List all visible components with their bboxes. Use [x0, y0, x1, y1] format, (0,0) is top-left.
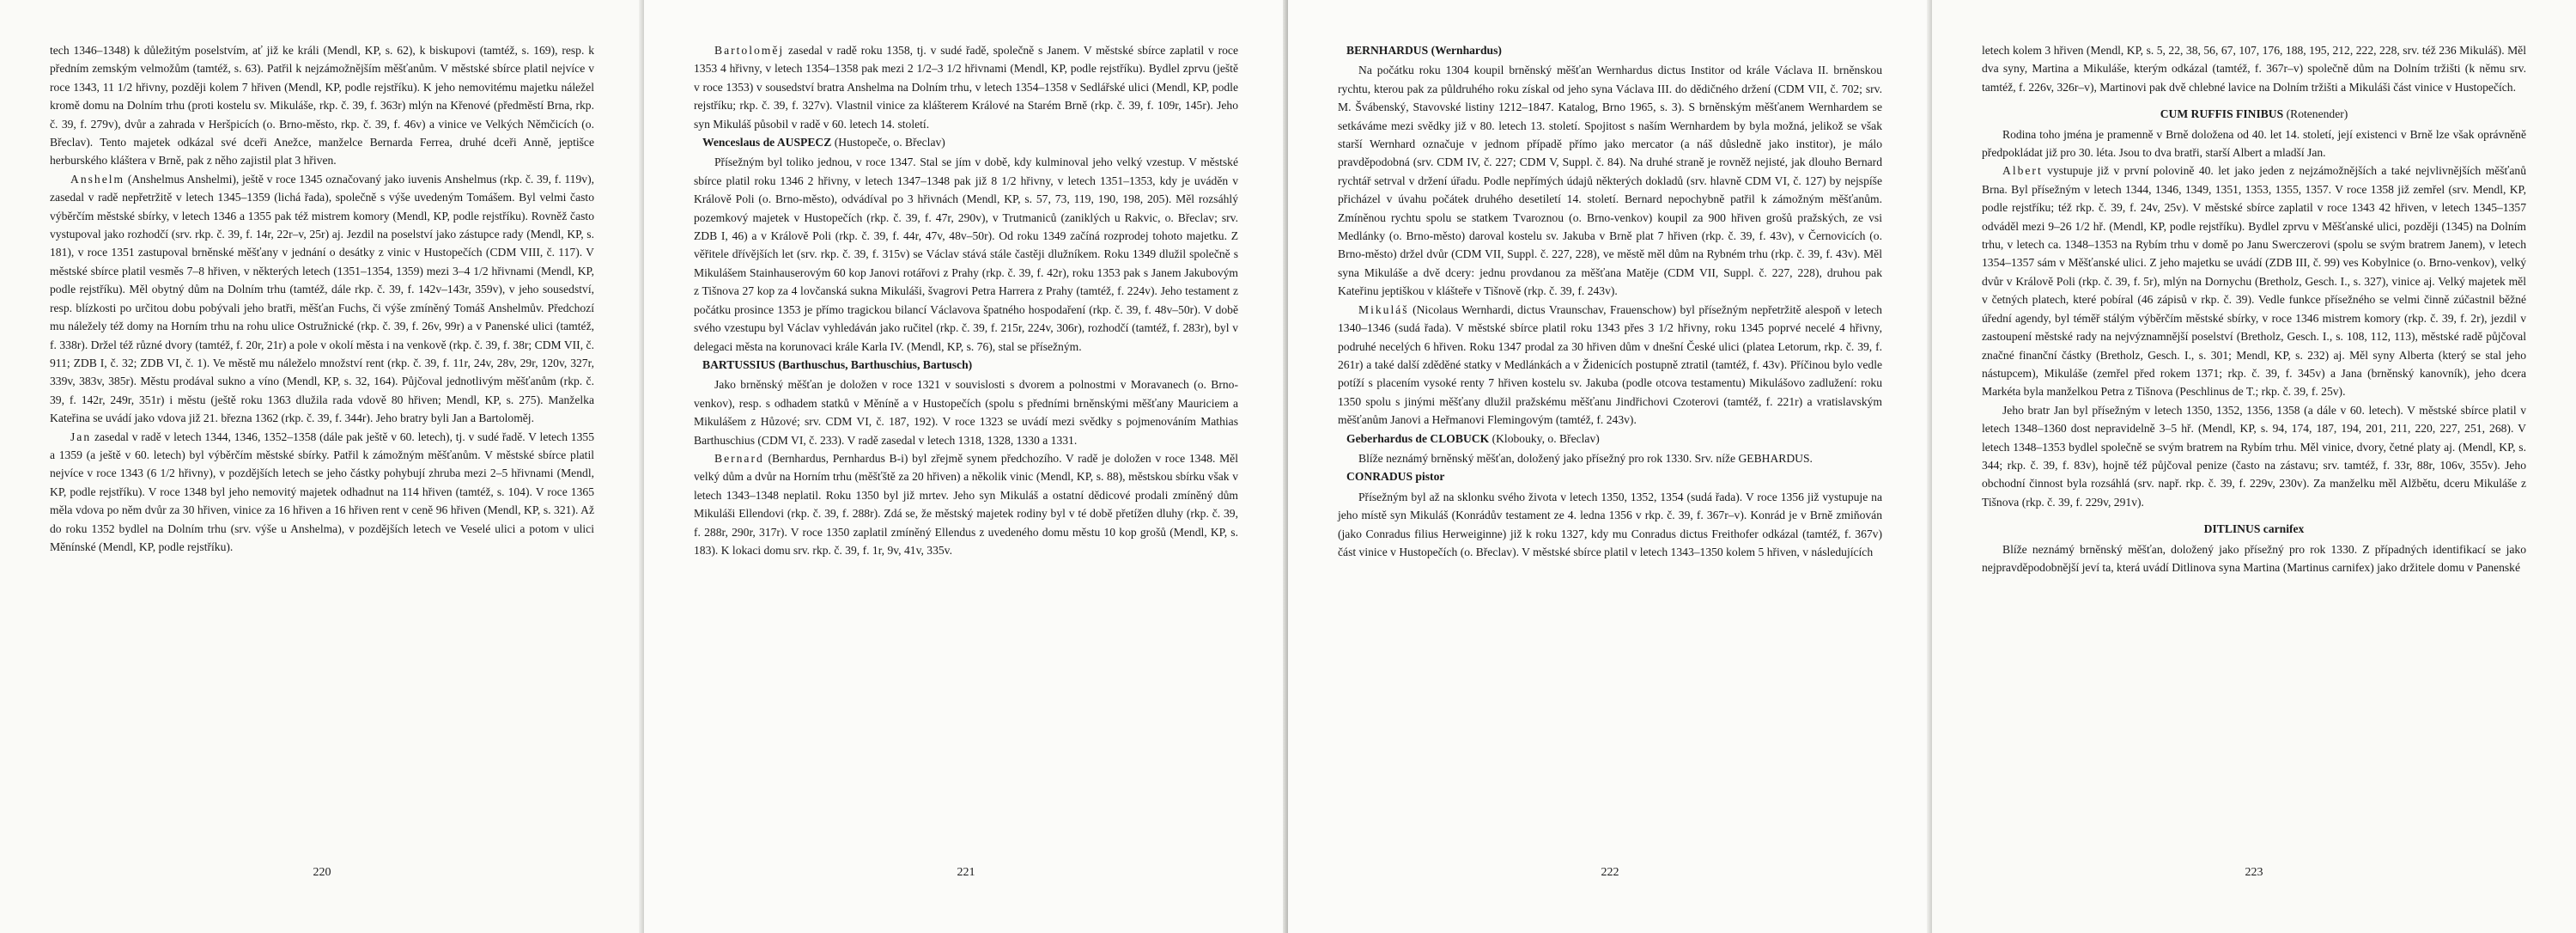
entry-heading-bernhardus: [1338, 41, 1882, 59]
entry-ditlinus: Blíže neznámý brněnský měšťan, doložený jako přísežný pro rok 1330. Z případných identifikací se jako nejpravděpodobnější jeví ta, která uvádí Ditlinova syna Martina (Martinus carnifex) jako držitele domu v Panenské: [1982, 542, 2526, 574]
heading-main: Wenceslaus de AUSPECZ: [702, 136, 832, 149]
entry-text: zasedal v radě roku 1358, tj. v sudé řadě, společně s Janem. V městské sbírce zaplatil v roce 1353 4 hřivny, v letech 1354–1358 pak mezi 2 1/2–3 1/2 hřivnami (Mendl, KP, podle rejstříku). Bydlel zprvu (ještě v roce 1353) v sousedství bratra Anshelma na Dolním trhu, v letech 1354–1358 v Sedlářské ulici (Mendl, KP, podle rejstříku; rkp. č. 39, f. 327v). Vlastnil vinice za klášterem Králové na Starém Brně (rkp. č. 39, f. 109r, 145r). Jeho syn Mikuláš působil v radě v 60. letech 14. století.: [694, 44, 1238, 131]
page-221-text: [694, 41, 1238, 559]
heading-sub: (Barthuschus, Barthuschius, Bartusch): [778, 357, 973, 371]
entry-name: Jan: [70, 430, 92, 443]
page-number: 222: [1601, 866, 1619, 879]
entry-bernard: [694, 449, 1238, 559]
entry-heading-auspecz: [694, 133, 1238, 151]
entry-name: Bernard: [714, 451, 764, 465]
entry-heading-conradus: CONRADUS pistor: [1346, 470, 1445, 484]
entry-bartolomej: [694, 41, 1238, 133]
entry-rotenender: Rodina toho jména je pramenně v Brně doložena od 40. let 14. století, její existenci v Brně lze však oprávněně předpokládat již pro 30. léta. Jsou to dva bratři, starší Albert a mladší Jan.: [1982, 127, 2526, 160]
page-220-text: [50, 41, 594, 556]
entry-name: Mikuláš: [1358, 302, 1409, 316]
entry-text: (Bernhardus, Pernhardus B-i) byl zřejmě synem předchozího. V radě je doložen v roce 1348. Měl velký dům a dvůr na Horním trhu (měšťště za 20 hřiven) a několik vinic (Mendl, KP, s. 88), městskou sbírku však v letech 1343–1348 neplatil. Roku 1350 byl již mrtev. Jeho syn Mikuláš a ostatní dědicové prodali zmíněný dům Mikuláši Ellendovi (rkp. č. 39, f. 288r). Zdá se, že městský majetek rodiny byl v té době přetížen dluhy (rkp. č. 39, f. 288r, 290r, 317r). V roce 1350 zaplatil zmíněný Ellendus z uvedeného domu městu 10 kop grošů (Mendl, KP, s. 183). K lokaci domu srv. rkp. č. 39, f. 1r, 9v, 41v, 335v.: [694, 451, 1238, 557]
entry-jan-rotenender: Jeho bratr Jan byl přísežným v letech 1350, 1352, 1356, 1358 (a dále v 60. letech). V městské sbírce platil v letech 1348–1360 dost nepravidelně 3–5 hř. (Mendl, KP, s. 94, 174, 187, 194, 201, 211, 220, 227, 251, 268). V letech 1348–1353 bydlel společně se svým bratrem na Rybím trhu. Měl vinice, dvory, četné platy aj. (Mendl, KP, s. 344; rkp. č. 39, f. 83v), hojně též půjčoval penize (často na zástavu; srv. tamtéž, f. 33r, 88r, 106v, 355v). Jeho obchodní činnost byla rozsáhlá (srv. např. rkp. č. 39, f. 229v, 230v). Za manželku měl Alžbětu, dceru Mikuláše z Tišnova (rkp. č. 39, f. 229v, 291v).: [1982, 403, 2526, 509]
entry-name: Bartoloměj: [714, 44, 785, 57]
entry-clobuck: Blíže neznámý brněnský měšťan, doložený jako přísežný pro rok 1330. Srv. níže GEBHARDUS.: [1358, 451, 1813, 465]
heading-main: CUM RUFFIS FINIBUS: [2160, 107, 2284, 121]
entry-heading-bartussius: [694, 356, 1238, 374]
entry-name: Albert: [2002, 164, 2043, 178]
heading-sub: (Wernhardus): [1431, 44, 1502, 57]
page-222: [1288, 0, 1932, 933]
heading-sub: (Hustopeče, o. Břeclav): [834, 136, 945, 149]
page-222-text: [1338, 41, 1882, 561]
heading-main: BARTUSSIUS: [702, 357, 775, 371]
entry-bartussius: Jako brněnský měšťan je doložen v roce 1321 v souvislosti s dvorem a polnostmi v Moravanech (o. Brno-venkov), resp. s odhadem statků v Měníně a v Hustopečích (spolu s předními brněnskými měšťany Mauriciem a Mikulášem z Hůzové; srv. CDM VI, č. 187, 192). V roce 1323 se uvádí mezi svědky s pojmenováním Mathias Barthuschius (CDM VI, č. 233). V radě zasedal v letech 1318, 1328, 1330 a 1331.: [694, 378, 1238, 447]
page-number: 223: [2245, 866, 2263, 879]
entry-text: (Anshelmus Anshelmi), ještě v roce 1345 označovaný jako iuvenis Anshelmus (rkp. č. 39, f. 119v), zasedal v radě nepřetržitě v letech 1345–1359 (lichá řada), společně s výše uvedeným Tomášem. Byl velmi často výběrčím městské sbírky, v letech 1346 a 1355 pak též mistrem komory (Mendl, KP, podle rejstříku). Rovněž často vystupoval jako rozhodčí (srv. rkp. č. 39, f. 14r, 22r–v, 25r) aj. Jezdil na poselství jako zástupce rady (Mendl, KP, s. 181), v roce 1351 zastupoval brněnské měšťany v jednání o desátky z vinic v Hustopečích (CDM VIII, č. 117). V městské sbírce platil vesměs 7–8 hřiven, v některých letech (1351–1354, 1359) mezi 3–4 1/2 hřivnami (Mendl, KP, podle rejstříku). Měl obytný dům na Dolním trhu (tamtéž, dále rkp. č. 39, f. 142v–143r, 359v), v jeho sousedství, resp. blízkosti po určitou dobu pobývali jeho bratři, měšťan Fuchs, či výše zmíněný Tomáš Anshelmův. Předchozí mu náležely též domy na Horním trhu na rohu ulice Ostružnické (rkp. č. 39, f. 26v, 99r) a v Panenské ulici (tamtéž, f. 338r). Držel též různé dvory (tamtéž, f. 20r, 21r) a pole v okolí města i na venkově (rkp. č. 39, f. 38r; CDM VII, č. 911; ZDB I, č. 32; ZDB VI, č. 1). Ve městě mu náleželo množství rent (rkp. č. 39, f. 11r, 24v, 28v, 29r, 120v, 327r, 339v, 383v, 385r). Městu prodával sukno a víno (Mendl, KP, s. 32, 164). Půjčoval jednotlivým měšťanům (rkp. č. 39, f. 142r, 249r, 351r) i městu (ještě roku 1363 dlužila rada vdově 80 hřiven; Mendl, KP, s. 275). Manželka Kateřina se uvádí jako vdova již 21. března 1362 (rkp. č. 39, f. 344r). Jeho bratry byli Jan a Bartoloměj.: [50, 172, 594, 425]
page-220: [0, 0, 644, 933]
heading-main: Geberhardus de CLOBUCK: [1346, 431, 1490, 445]
entry-albert: [1982, 162, 2526, 400]
entry-text: (Nicolaus Wernhardi, dictus Vraunschav, Frauenschow) byl přísežným nepřetržitě alespoň v letech 1340–1346 (sudá řada). V městské sbírce platil roku 1343 přes 3 1/2 hřivny, roku 1345 poprvé necelé 4 hřivny, podruhé necelých 6 hřiven. Roku 1347 prodal za 30 hřiven dům v dnešní České ulici (platea Letorum, rkp. č. 39, f. 261r) a také další zděděné statky v Medlánkách a v Židenicích postupně ztratil (tamtéž, f. 43v). Příčinou bylo vedle potíží s placením vysoké renty 7 hřiven kostelu sv. Jakuba (podle otcova testamentu) Mikulášovo zadlužení: roku 1350 spolu s jinými měšťany dlužil pražskému měšťanu Jindřichovi Czoterovi (tamtéž, f. 221r) a vratislavským měšťanům Janovi a Heřmanovi Flemingovým (tamtéž, f. 243v).: [1338, 302, 1882, 427]
entry-auspecz: Přísežným byl toliko jednou, v roce 1347. Stal se jím v době, kdy kulminoval jeho velký vzestup. V městské sbírce platil roku 1346 2 hřivny, v letech 1347–1348 pak již 8 1/2 hřivny, v letech 1351–1353, kdy je uváděn v Králově Poli (o. Brno-město), odvádíval po 3 hřivnách (Mendl, KP, s. 57, 73, 119, 190, 198, 205). Měl rozsáhlý pozemkový majetek v Hustopečích (rkp. č. 39, f. 47r, 290v), v Trutmaniců (zaniklých u Rakvic, o. Břeclav; srv. ZDB I, 46) a v Králově Poli (rkp. č. 39, f. 44r, 47v, 48v–50r). Od roku 1349 začíná rozprodej tohoto majetku. Z věřitele dřívějších let (srv. rkp. č. 39, f. 315v) se Václav stává stále častěji dlužníkem. Roku 1349 dlužil společně s Mikulášem Stainhauserovým 60 kop Janovi rotářovi z Prahy (rkp. č. 39, f. 42r), roku 1353 pak s Janem Jakubovým z Tišnova 27 kop za 4 lovčanská sukna Mikuláši, švagrovi Petra Harrera z Prahy (tamtéž, f. 224v). Jeho testament z počátku prosince 1353 je přímo tragickou bilancí Václavova špatného hospodaření (rkp. č. 39, f. 48v–50r). V době svého vzestupu byl Václav vyhledáván jako ručitel (rkp. č. 39, f. 215r, 224v, 306r), rozhodčí (tamtéž, f. 283r), byl v delegaci města na korunovaci krále Karla IV. (Mendl, KP, s. 76), stal se přísežným.: [694, 156, 1238, 353]
entry-bernhardus: Na počátku roku 1304 koupil brněnský měšťan Wernhardus dictus Institor od krále Václava II. brněnskou rychtu, kterou pak za půldruhého roku získal od jeho syna Václava III. do dědičného držení (CDM VII, č. 702; srv. M. Švábenský, Stavovské listiny 1212–1847. Katalog, Brno 1965, s. 3). S brněnským měšťanem Wernhardem se setkáváme mezi svědky již v 80. letech 13. století. Spojitost s naším Wernhardem by byla možná, jelikož se však starší Wernhard označuje v jednom případě přímo jako mercator (a náš důsledně jako institor), je málo pravděpodobná (srv. CDM IV, č. 227; CDM V, Suppl. č. 84). Na druhé straně je rovněž nejisté, jak dlouho Bernard rychtář setrval v držení úřadu. Podle nepřímých údajů některých dokladů (srv. hlavně CDM VI, č. 127) by nejspíše přicházel v úvahu počátek druhého desetiletí 14. století. Bernard nepochybně patřil k zámožným měšťanům. Zmíněnou rychtu spolu se statkem Tvaroznou (o. Brno-venkov) koupil za 900 hřiven grošů pražských, ze vsi Medlánky (o. Brno-město) daroval kostelu sv. Jakuba v Brně plat 7 hřiven (rkp. č. 39, f. 43v), v Černovicích (o. Brno-město) držel dvůr (CDM VII, Suppl. č. 227, 228), ve městě měl dům na Rybném trhu (rkp. č. 39, f. 43v). Měl syna Mikuláše a dvě dcery: jednu provdanou za měšťana Matěje (CDM VII, Suppl. č. 227, 228), druhou pak Kateřinu jeptiškou v klášteře v Tišnově (rkp. č. 39, f. 243v).: [1338, 64, 1882, 298]
page-number: 220: [313, 866, 331, 879]
paragraph: tech 1346–1348) k důležitým poselstvím, ať již ke králi (Mendl, KP, s. 62), k biskupovi (tamtéž, s. 169), resp. k předním zemským velmožům (tamtéž, s. 63). Patřil k nejzámožnějším měšťanům. V městské sbírce platil nejvíce v roce 1343, 11 1/2 hřivny, později kolem 7 hřiven (Mendl, KP, podle rejstříku). K jeho nemovitému majetku náležel kromě domu na Dolním trhu (proti kostelu sv. Mikuláše, rkp. č. 39, f. 363r) mlýn na Křenové (předměstí Brna, rkp. č. 39, f. 279v), dvůr a zahrada v Heršpicích (o. Brno-město, rkp. č. 39, f. 46v) a vinice ve Velkých Němčicích (o. Břeclav). Tento majetek odkázal své dceři Anežce, manželce Bernarda Ferrea, druhé dceři Anně, jeptišce herburského kláštera v Brně, pak z něho zajistil plat 3 hřiven.: [50, 44, 594, 168]
heading-sub: (Klobouky, o. Břeclav): [1492, 431, 1600, 445]
entry-text: zasedal v radě v letech 1344, 1346, 1352–1358 (dále pak ještě v 60. letech), tj. v sudé řadě. V letech 1355 a 1359 (a ještě v 60. letech) byl výběrčím městské sbírky. Patřil k zámožným měšťanům. V městské sbírce platil nejvíce v roce 1343 (6 1/2 hřivny), v pozdějších letech se jeho částky pohybují zhruba mezi 2–5 hřivnami (Mendl, KP, podle rejstříku). V roce 1348 byl jeho nemovitý majetek odhadnut na 114 hřiven (tamtéž, s. 104). V roce 1365 měla vdova po něm dvůr za 30 hřiven, vinice za 16 hřiven a 16 hřiven rent v ceně 96 hřiven (Mendl, KP, s. 321). Až do roku 1352 bydlel na Dolním trhu (srv. výše u Anshelma), v pozdějších letech ve Veselé ulici a potom v ulici Měnínské (Mendl, KP, podle rejstříku).: [50, 430, 594, 553]
entry-heading-ditlinus: DITLINUS carnifex: [2203, 522, 2305, 536]
paragraph: letech kolem 3 hřiven (Mendl, KP, s. 5, 22, 38, 56, 67, 107, 176, 188, 195, 212, 222, 228, srv. též 236 Mikuláš). Měl dva syny, Martina a Mikuláše, kterým odkázal (tamtéž, f. 367r–v) společně dům na Dolním tržišti (k němu srv. tamtéž, f. 226v, 326r–v), Martinovi pak dvě chlebné lavice na Dolním tržišti a Mikuláši část vinice v Hustopečích.: [1982, 44, 2526, 94]
entry-jan: [50, 428, 594, 557]
page-221: [644, 0, 1288, 933]
entry-mikulas: [1338, 301, 1882, 430]
page-number: 221: [957, 866, 975, 879]
entry-text: vystupuje již v první polovině 40. let jako jeden z nejzámožnějších a také nejvlivnějších měšťanů Brna. Byl přísežným v letech 1344, 1346, 1349, 1351, 1353, 1355, 1357. V roce 1358 již zemřel (srv. Mendl, KP, podle rejstříku; též rkp. č. 39, f. 24v, 25v). V městské sbírce zaplatil v roce 1343 42 hřiven, v letech 1345–1357 odváděl mezi 9–26 1/2 hř. (Mendl, KP, podle rejstříku). Bydlel zprvu v Měšťanské ulici, později (1345) na Dolním trhu, v letech ca. 1348–1353 na Rybím trhu v domě po Janu Swerczerovi (spolu se svým bratrem Janem), v letech 1354–1357 sám v Měšťanské ulici. Z jeho majetku se uvádí (ZDB III, č. 99) ves Kobylnice (o. Brno-venkov), velký dvůr v Králově Poli (rkp. č. 39, f. 5r), mlýn na Dornychu (Bretholz, Gesch. I., s. 327), vinice aj. Velký majetek měl v četných platech, které pobíral (46 zápisů v rkp. č. 39). Vedle funkce přísežného se velmi činně zúčastnil běžné úřední agendy, byl téměř stálým výběrčím městské sbírky, v roce 1346 mistrem komory (rkp. č. 39, f. 2r), jezdil v zastoupení městské rady na nejvýznamnější poselství (Bretholz, Gesch. I., s. 108, 112, 113), městské radě půjčoval značné finanční částky (Bretholz, Gesch. I., s. 301; Mendl, KP, s. 232) aj. Měl syny Alberta (který se stal jeho nástupcem), Mikuláše (zemřel před rokem 1371; rkp. č. 39, f. 345v) a Jana (brněnský kanovník), jeho dcera Markéta byla manželkou Petra z Tišnova (Peschlinus de T.; rkp. č. 39, f. 25v).: [1982, 164, 2526, 399]
entry-anshelm: [50, 170, 594, 428]
page-223-text: [1982, 41, 2526, 576]
page-223: [1932, 0, 2576, 933]
heading-main: BERNHARDUS: [1346, 44, 1429, 57]
entry-conradus: Přísežným byl až na sklonku svého života v letech 1350, 1352, 1354 (sudá řada). V roce 1356 již vystupuje na jeho místě syn Mikuláš (Konrádův testament ze 4. ledna 1356 v rkp. č. 39, f. 367r–v). Konrád je v Brně zmiňován (jako Conradus filius Herweiginne) již k roku 1327, kdy mu Conradus dictus Freithofer odkázal (tamtéž, f. 367v) část vinice v Hustopečích (o. Břeclav). V městské sbírce platil v letech 1343–1350 kolem 5 hřiven, v následujících: [1338, 490, 1882, 558]
entry-heading-rotenender: [1982, 105, 2526, 123]
entry-name: Anshelm: [70, 172, 125, 186]
entry-heading-clobuck: [1338, 430, 1882, 448]
heading-sub: (Rotenender): [2286, 107, 2348, 121]
